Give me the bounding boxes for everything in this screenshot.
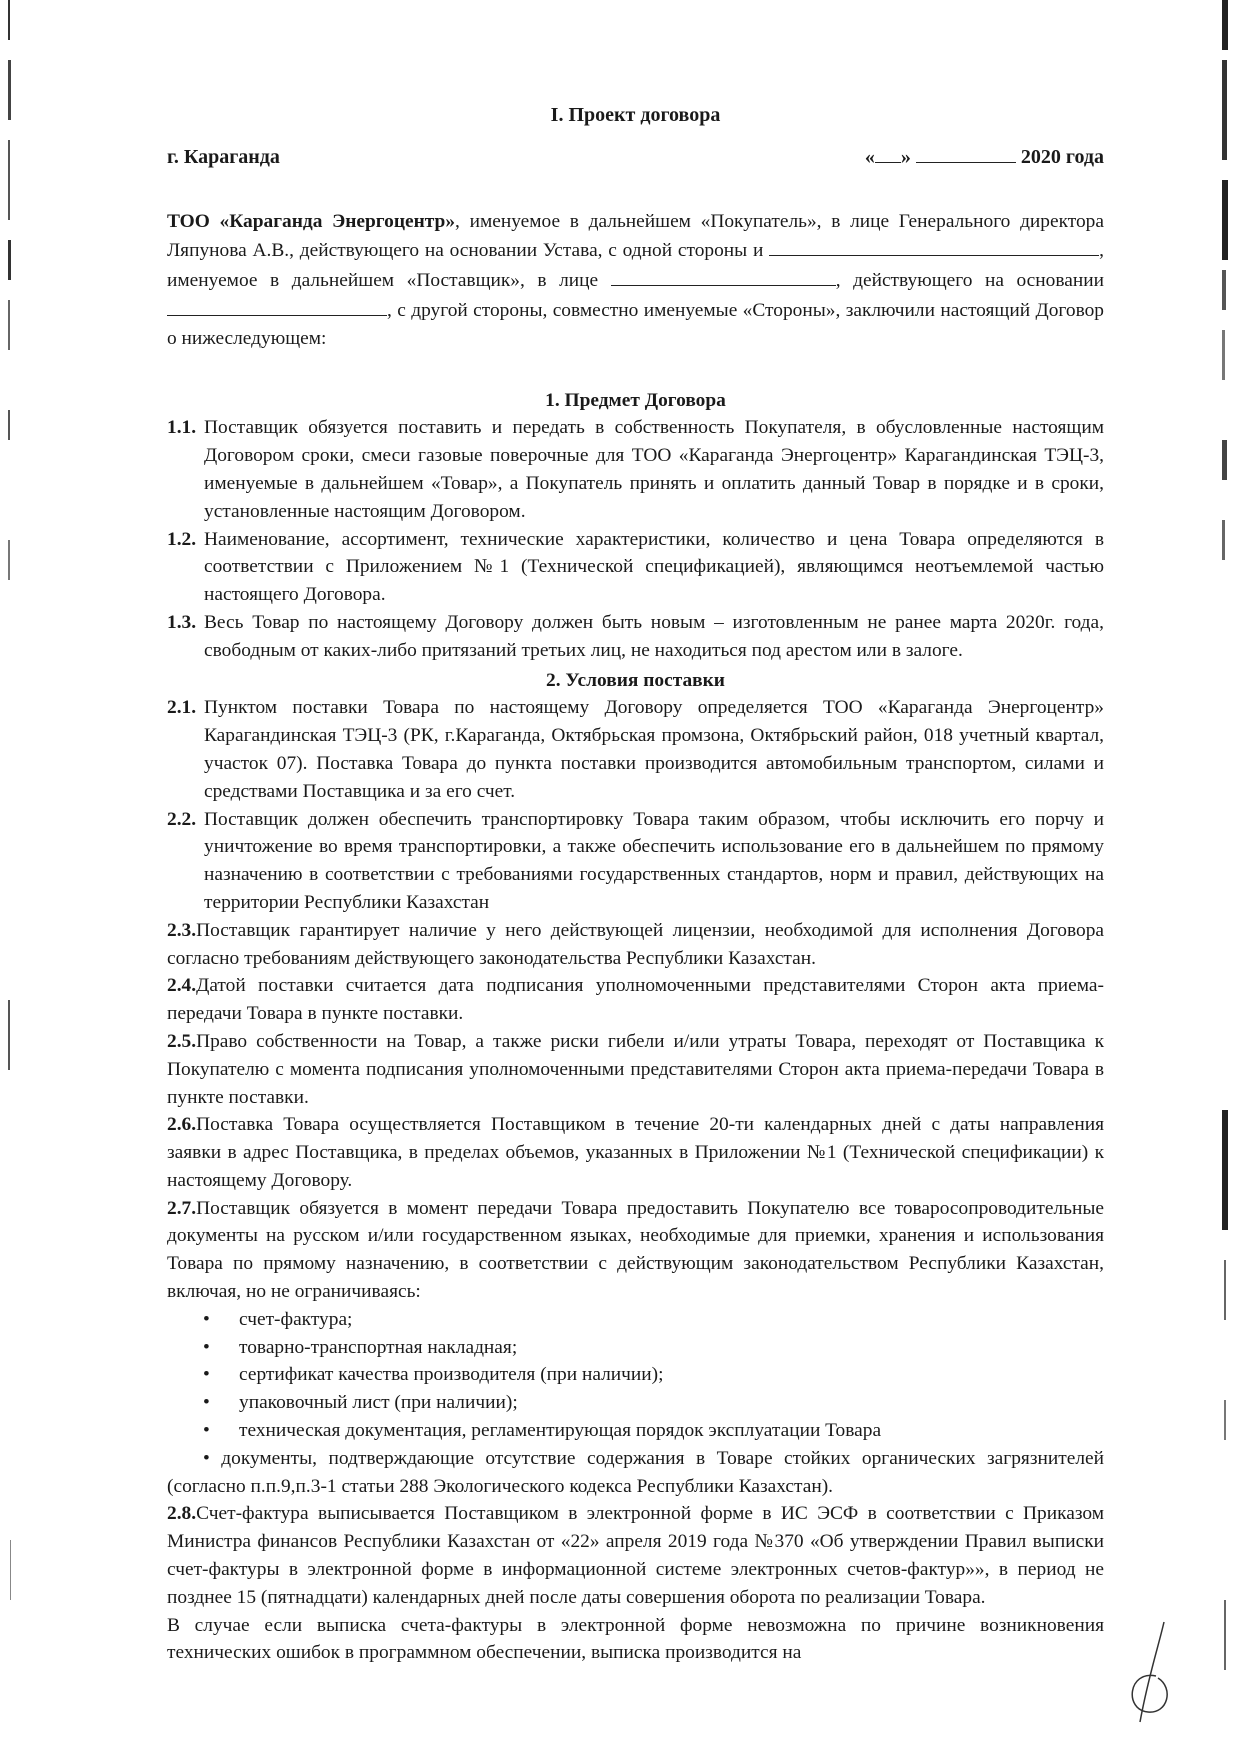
clause-2-1 xyxy=(167,694,1104,805)
list-item xyxy=(203,1417,1104,1445)
bullet-icon: • xyxy=(203,1420,210,1442)
date-quote-open: « xyxy=(864,145,875,168)
intro-text-4: с другой стороны, совместно именуемые «Стороны», заключили настоящий Договор о нижеследующем: xyxy=(167,299,1104,349)
invoice-exception-paragraph: В случае если выписка счета-фактуры в электронной форме невозможна по причине возникновения технических ошибок в программном обеспечении, выписка производится на xyxy=(167,1614,1104,1664)
list-item-text: товарно-транспортная накладная; xyxy=(239,1336,518,1358)
list-item-text: техническая документация, регламентирующая порядок эксплуатации Товара xyxy=(239,1420,882,1442)
buyer-company: ТОО «Караганда Энергоцентр» xyxy=(167,210,456,232)
intro-paragraph xyxy=(167,208,1104,353)
city: г. Караганда xyxy=(167,145,280,168)
clause-2-7 xyxy=(167,1195,1104,1306)
clause-text: Поставщик обязуется в момент передачи Товара предоставить Покупателю все товаросопроводительные документы на русском и/или государственном языках, необходимые для приемки, хранения и использования Товара по прямому назначению, в соответствии с действующим законодательством Республики Казахстан, включая, но не ограничиваясь: xyxy=(167,1197,1104,1303)
representative-blank xyxy=(611,265,836,286)
documents-list xyxy=(167,1306,1104,1445)
list-item xyxy=(203,1389,1104,1417)
month-blank xyxy=(916,162,1016,163)
clause-number: 2.5. xyxy=(167,1030,197,1052)
section-2-heading: 2. Условия поставки xyxy=(546,669,725,691)
list-item-text: упаковочный лист (при наличии); xyxy=(239,1392,518,1414)
clause-text: Поставщик должен обеспечить транспортировку Товара таким образом, чтобы исключить его порчу и уничтожение во время транспортировки, а также обеспечить использование его в дальнейшем по прямому назначению в соответствии с требованиями государственных стандартов, норм и правил, действующих на территории Республики Казахстан xyxy=(204,808,1104,913)
supplier-name-blank xyxy=(769,235,1099,256)
list-item xyxy=(203,1334,1104,1362)
section-1-heading: 1. Предмет Договора xyxy=(545,389,726,411)
date-line xyxy=(865,144,1104,172)
list-item-text: счет-фактура; xyxy=(239,1308,353,1330)
day-blank xyxy=(875,162,901,163)
clause-text: Поставщик гарантирует наличие у него действующей лицензии, необходимой для исполнения Договора согласно требованиям действующего законодательства Республики Казахстан. xyxy=(167,919,1104,969)
clause-text: Поставщик обязуется поставить и передать в собственность Покупателя, в обусловленные настоящим Договором сроки, смеси газовые поверочные для ТОО «Караганда Энергоцентр» Карагандинская ТЭЦ-3, именуемые в дальнейшем «Товар», а Покупатель принять и оплатить данный Товар в порядке и в сроки, установленные настоящим Договором. xyxy=(204,417,1104,522)
clause-text: Счет-фактура выписывается Поставщиком в электронной форме в ИС ЭСФ в соответствии с Приказом Министра финансов Республики Казахстан от «22» апреля 2019 года №370 «Об утверждении Правил выписки счет-фактуры в электронной форме в информационной системе электронных счетов-фактур»», в период не позднее 15 (пятнадцати) календарных дней после даты совершения оборота по реализации Товара. xyxy=(167,1503,1104,1608)
clause-2-2 xyxy=(167,806,1104,917)
clause-text: Весь Товар по настоящему Договору должен быть новым – изготовленным не ранее марта 2020г. года, свободным от каких-либо притязаний третьих лиц, не находиться под арестом или в залоге. xyxy=(204,611,1104,661)
clause-2-5 xyxy=(167,1028,1104,1111)
clause-number: 1.1. xyxy=(167,417,197,439)
initials-signature xyxy=(1118,1618,1178,1728)
clause-text: Наименование, ассортимент, технические характеристики, количество и цена Товара определяются в соответствии с Приложением №1 (Технической спецификацией), являющимся неотъемлемой частью настоящего Договора. xyxy=(204,528,1104,606)
clause-text: Право собственности на Товар, а также риски гибели и/или утраты Товара, переходят от Поставщика к Покупателю с момента подписания уполномоченными представителями Сторон акта приема-передачи Товара в пункте поставки. xyxy=(167,1030,1104,1108)
list-item xyxy=(203,1306,1104,1334)
intro-text-3: , действующего на основании xyxy=(835,270,1104,292)
clause-number: 1.2. xyxy=(167,528,197,550)
date-year: 2020 года xyxy=(1020,145,1104,168)
bullet-icon: • xyxy=(203,1336,210,1358)
page-title: I. Проект договора xyxy=(550,104,721,126)
clause-text: Датой поставки считается дата подписания уполномоченными представителями Сторон акта приема-передачи Товара в пункте поставки. xyxy=(167,975,1104,1025)
left-scan-edge xyxy=(0,0,30,1754)
list-item xyxy=(203,1361,1104,1389)
pollutants-paragraph: • документы, подтверждающие отсутствие содержания в Товаре стойких органических загрязнителей (согласно п.п.9,п.3-1 статьи 288 Экологического кодекса Республики Казахстан). xyxy=(167,1447,1104,1497)
clause-2-8 xyxy=(167,1500,1104,1611)
clause-1-1 xyxy=(167,414,1104,525)
bullet-icon: • xyxy=(203,1308,210,1330)
clause-number: 2.7. xyxy=(167,1197,197,1219)
section-2-items xyxy=(167,694,1104,1667)
bullet-icon: • xyxy=(203,1364,210,1386)
intro-text-1: , именуемое в дальнейшем «Покупатель», в лице Генерального директора Ляпунова А.В., действующего на основании Устава, с одной стороны и xyxy=(167,210,1104,262)
clause-2-4 xyxy=(167,972,1104,1028)
clause-text: Поставка Товара осуществляется Поставщиком в течение 20-ти календарных дней с даты направления заявки в адрес Поставщика, в пределах объемов, указанных в Приложении №1 (Технической спецификации) к настоящему Договору. xyxy=(167,1114,1104,1191)
list-item-text: сертификат качества производителя (при наличии); xyxy=(239,1364,664,1386)
clause-2-3 xyxy=(167,917,1104,973)
clause-2-6 xyxy=(167,1111,1104,1194)
clause-number: 2.6. xyxy=(167,1114,197,1136)
right-scan-edge xyxy=(1210,0,1240,1754)
clause-number: 2.8. xyxy=(167,1503,197,1525)
clause-text: Пунктом поставки Товара по настоящему Договору определяется ТОО «Караганда Энергоцентр» Карагандинская ТЭЦ-3 (РК, г.Караганда, Октябрьская промзона, Октябрьский район, 018 учетный квартал, участок 07). Поставка Товара до пункта поставки производится автомобильным транспортом, силами и средствами Поставщика и за его счет. xyxy=(204,697,1104,802)
clause-number: 2.3. xyxy=(167,919,197,941)
clause-1-2 xyxy=(167,526,1104,609)
clause-number: 1.3. xyxy=(167,611,197,633)
section-1-items xyxy=(167,414,1104,664)
city-date-row xyxy=(167,144,1104,172)
clause-number: 2.4. xyxy=(167,975,197,997)
date-quote-close: » xyxy=(900,145,911,168)
clause-number: 2.1. xyxy=(167,697,197,719)
intro-text-3-end: , xyxy=(387,299,392,321)
contract-body xyxy=(167,102,1104,1667)
clause-number: 2.2. xyxy=(167,808,197,830)
clause-1-3 xyxy=(167,609,1104,665)
basis-blank xyxy=(167,295,387,316)
intro-text-2: , именуемое в дальнейшем «Поставщик», в лице xyxy=(167,240,1104,292)
bullet-icon: • xyxy=(203,1392,210,1414)
